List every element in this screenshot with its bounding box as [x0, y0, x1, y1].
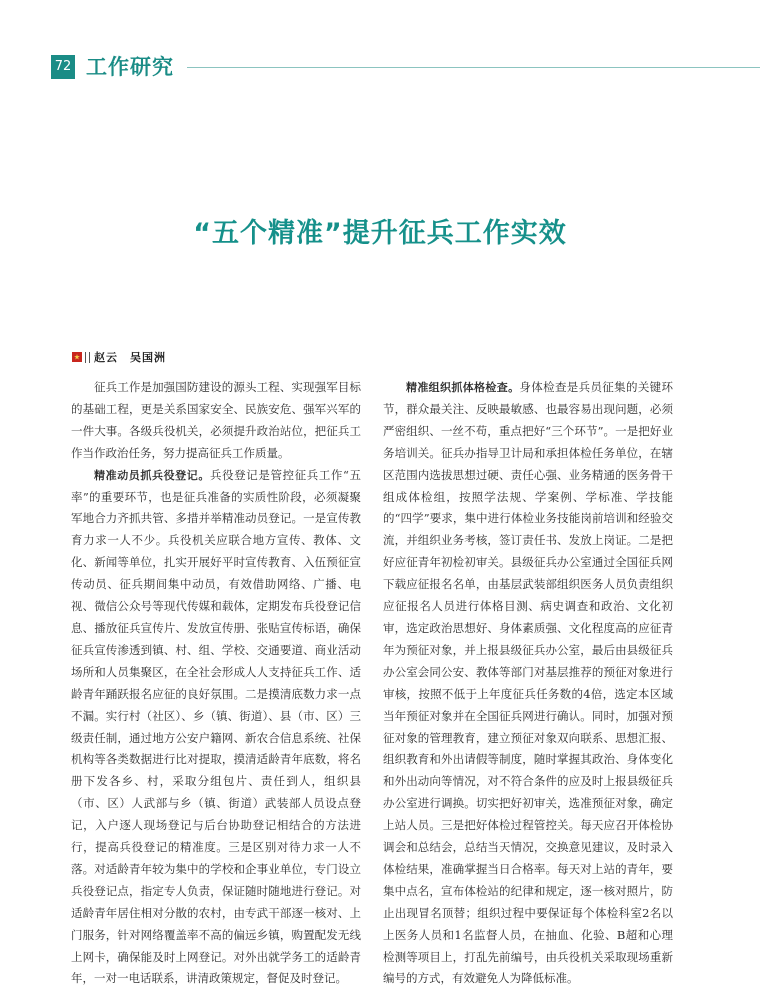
- paragraph: [71, 465, 361, 991]
- paragraph: [383, 377, 673, 990]
- double-bar-icon: [85, 352, 90, 363]
- paragraph: [71, 377, 361, 465]
- paragraph-lead: 精准动员抓兵役登记。: [94, 468, 210, 482]
- paragraph-text: 征兵工作是加强国防建设的源头工程、实现强军目标的基础工程，更是关系国家安全、民族安危、强军兴军的一件大事。各级兵役机关，必须提升政治站位，把征兵工作当作政治任务，努力提高征兵工作质量。: [71, 380, 361, 460]
- header-divider: [187, 67, 760, 68]
- section-title: 工作研究: [86, 55, 174, 79]
- paragraph-text: 身体检查是兵员征集的关键环节，群众最关注、反映最敏感、也最容易出现问题，必须严密组织、一丝不苟，重点把好“三个环节”。一是把好业务培训关。征兵办指导卫计局和承担体检任务单位，在辖区范围内选拔思想过硬、责任心强、业务精通的医务骨干组成体检组，按照学法规、学案例、学标准、学技能的“四学”要求，集中进行体检业务技能岗前培训和经验交流，并组织业务考核，签订责任书、发放上岗证。二是把好应征青年初检初审关。县级征兵办公室通过全国征兵网下载应征报名名单，由基层武装部组织医务人员负责组织应征报名人员进行体格目测、病史调查和政治、文化初审，选定政治思想好、身体素质强、文化程度高的应征青年为预征对象，并上报县级征兵办公室，最后由县级征兵办公室会同公安、教体等部门对基层推荐的预征对象进行审核，按照不低于上年度征兵任务数的4倍，选定本区域当年预征对象并在全国征兵网进行确认。同时，加强对预征对象的管理教育，建立预征对象双向联系、思想汇报、组织教育和外出请假等制度，随时掌握其政治、身体变化和外出动向等情况，对不符合条件的应及时上报县级征兵办公室进行调换。切实把好初审关，选准预征对象，确定上站人员。三是把好体检过程管控关。每天应召开体检协调会和总结会，总结当天情况，交换意见建议，及时录入体检结果，准确掌握当日合格率。每天对上站的青年，要集中点名，宣布体检站的纪律和规定，逐一核对照片，防止出现冒名顶替；组织过程中要保证每个体检科室2名以上医务人员和1名监督人员，在抽血、化验、B超和心理检测等项目上，打乱先前编号，由兵役机关采取现场重新编号的方式，有效避免人为降低标准。: [383, 380, 674, 986]
- author-star-icon: [72, 352, 82, 362]
- article-title: “五个精准”提升征兵工作实效: [193, 218, 567, 249]
- page-number: 72: [51, 55, 75, 79]
- paragraph-lead: 精准组织抓体格检查。: [406, 381, 520, 394]
- paragraph-text: 兵役登记是管控征兵工作“五率”的重要环节，也是征兵准备的实质性阶段，必须凝聚军地合力齐抓共管、多措并举精准动员登记。一是宣传教育力求一人不少。兵役机关应联合地方宣传、教体、文化、新闻等单位，扎实开展好平时宣传教育、入伍预征宣传动员、征兵期间集中动员，有效借助网络、广播、电视、微信公众号等现代传媒和载体，定期发布兵役登记信息、播放征兵宣传片、发放宣传册、张贴宣传标语，确保征兵宣传渗透到镇、村、组、学校、交通要道、商业活动场所和人员集聚区，在全社会形成人人支持征兵工作、适龄青年踊跃报名应征的良好氛围。二是摸清底数力求一点不漏。实行村（社区）、乡（镇、街道）、县（市、区）三级责任制，通过地方公安户籍网、新农合信息系统、社保机构等各类数据进行比对提取，摸清适龄青年底数，将名册下发各乡、村，采取分组包片、责任到人，组织县（市、区）人武部与乡（镇、街道）武装部人员设点登记，入户逐人现场登记与后台协助登记相结合的方法进行，提高兵役登记的精准度。三是区别对待力求一人不落。对适龄青年较为集中的学校和企事业单位，专门设立兵役登记点，指定专人负责，保证随时随地进行登记。对适龄青年居住相对分散的农村，由专武干部逐一核对、上门服务，针对网络覆盖率不高的偏远乡镇，购置配发无线上网卡，确保能及时上网登记。对外出就学务工的适龄青年，一对一电话联系，讲清政策规定，督促及时登记。: [71, 467, 361, 986]
- byline: [72, 349, 166, 365]
- authors: 赵云 吴国洲: [94, 351, 166, 364]
- left-column: [71, 377, 361, 990]
- right-column: [383, 377, 673, 990]
